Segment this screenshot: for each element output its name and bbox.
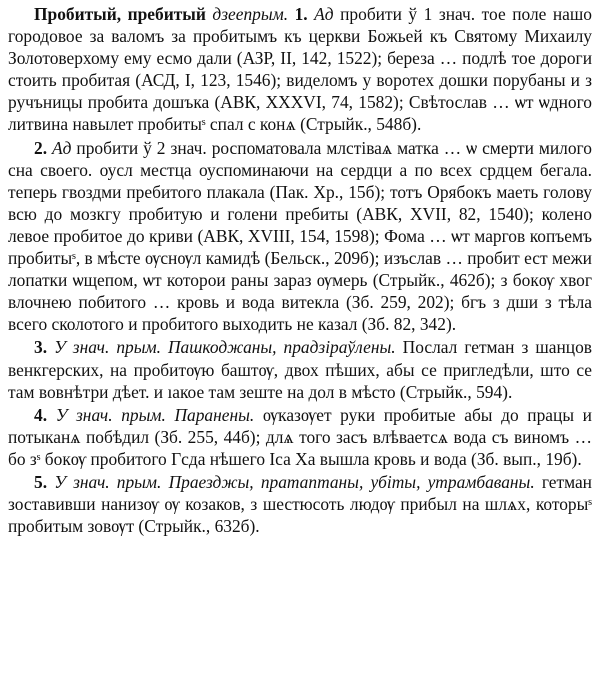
sense-number: 1. — [294, 4, 308, 24]
sense-number: 3. — [34, 337, 48, 358]
sense-definition: пробити ў 2 знач. — [76, 137, 207, 158]
sense-label: У знач. прым. — [54, 337, 161, 358]
sense-citations: тое поле нашо городовое за валомъ за пробитымъ къ церкви Божьей къ Святому Михаилу Золотоверхому ему есмо дали (АЗР, II, 142, 1522); береза … подлѣ тое дороги стоить пробитая (АСД, I, 123, 1546); виделомъ у воротех дошки порубаны и з ручъницы пробита дошъка (АВК, XXXVI, 74, 1582); Свѣтослав … ѡт ѡдного литвина навылет пробитыˢ спал с конѧ (Стрыйк., 548б). — [8, 4, 592, 135]
sense-4-paragraph — [8, 404, 592, 470]
sense-definition: Пашкоджаны, прадзіраўлены. — [168, 337, 396, 358]
sense-number: 4. — [34, 404, 48, 425]
sense-citations: роспоматовала млстіваѧ матка … ѡ смерти милого сна своего. оусл местца оуспоминаючи на сердци а по всех срдцем бегала. теперь гвоздми пребитого плакала (Пак. Хр., 15б); тотъ Орябокъ маеть голову всю до мозкгу пробитую и голени пребиты (АВК, XVII, 82, 1540); колено левое пробитое до криви (АВК, XVIII, 154, 1598); Фома … ѡт маргов копъемъ пробитыˢ, в мѣсте ѹснѹл камидѣ (Бельск., 209б); изъслав … пробит ест межи лопатки ѡщепом, ѡт которои раны зараз ѹмерь (Стрыйк., 462б); з бокѹ хвог влочнею побитого … кровь и вода витекла (Зб. 259, 202); бгъ з дши з тѣла всего сколотого и пробитого выходить не казал (Зб. 82, 342). — [8, 137, 592, 335]
sense-2-paragraph — [8, 137, 592, 336]
headword: Пробитый, пребитый — [34, 4, 206, 24]
part-of-speech: дзеепрым. — [212, 4, 289, 24]
sense-label: Ад — [314, 4, 334, 24]
sense-5-paragraph — [8, 471, 592, 537]
sense-citations: гетман зоставивши нанизѹ ѹ козаков, з шестюсоть людѹ прибыл на шлѧх, которыˢ пробитым зовѹт (Стрыйк., 632б). — [8, 471, 592, 537]
sense-label: У знач. прым. — [54, 471, 162, 492]
sense-definition: Праезджы, пратаптаны, убіты, утрамбаваны. — [168, 471, 535, 492]
sense-number: 2. — [34, 137, 48, 158]
sense-3-paragraph — [8, 336, 592, 402]
sense-definition: Паранены. — [174, 404, 255, 425]
sense-number: 5. — [34, 471, 48, 492]
sense-citations: Послал гетман з шанцов венкгерских, на пробитѹю баштѹ, двох пѣших, абы се пригледѣли, што се там вовнѣтри дѣет. и ıакое там зеште на дол в мѣсто (Стрыйк., 594). — [8, 337, 592, 402]
sense-label: Ад — [52, 137, 72, 158]
sense-definition: пробити ў 1 знач. — [340, 4, 476, 24]
sense-label: У знач. прым. — [55, 404, 166, 425]
sense-1-paragraph — [8, 3, 592, 136]
sense-citations: ѹказѹет руки пробитые абы до працы и потыканѧ побѣдил (Зб. 255, 44б); длѧ того засъ влѣваетсѧ вода съ виномъ … бо зˢ бокѹ пробитого Гсда нѣшего Іса Ха вышла кровь и вода (Зб. вып., 19б). — [8, 404, 592, 469]
